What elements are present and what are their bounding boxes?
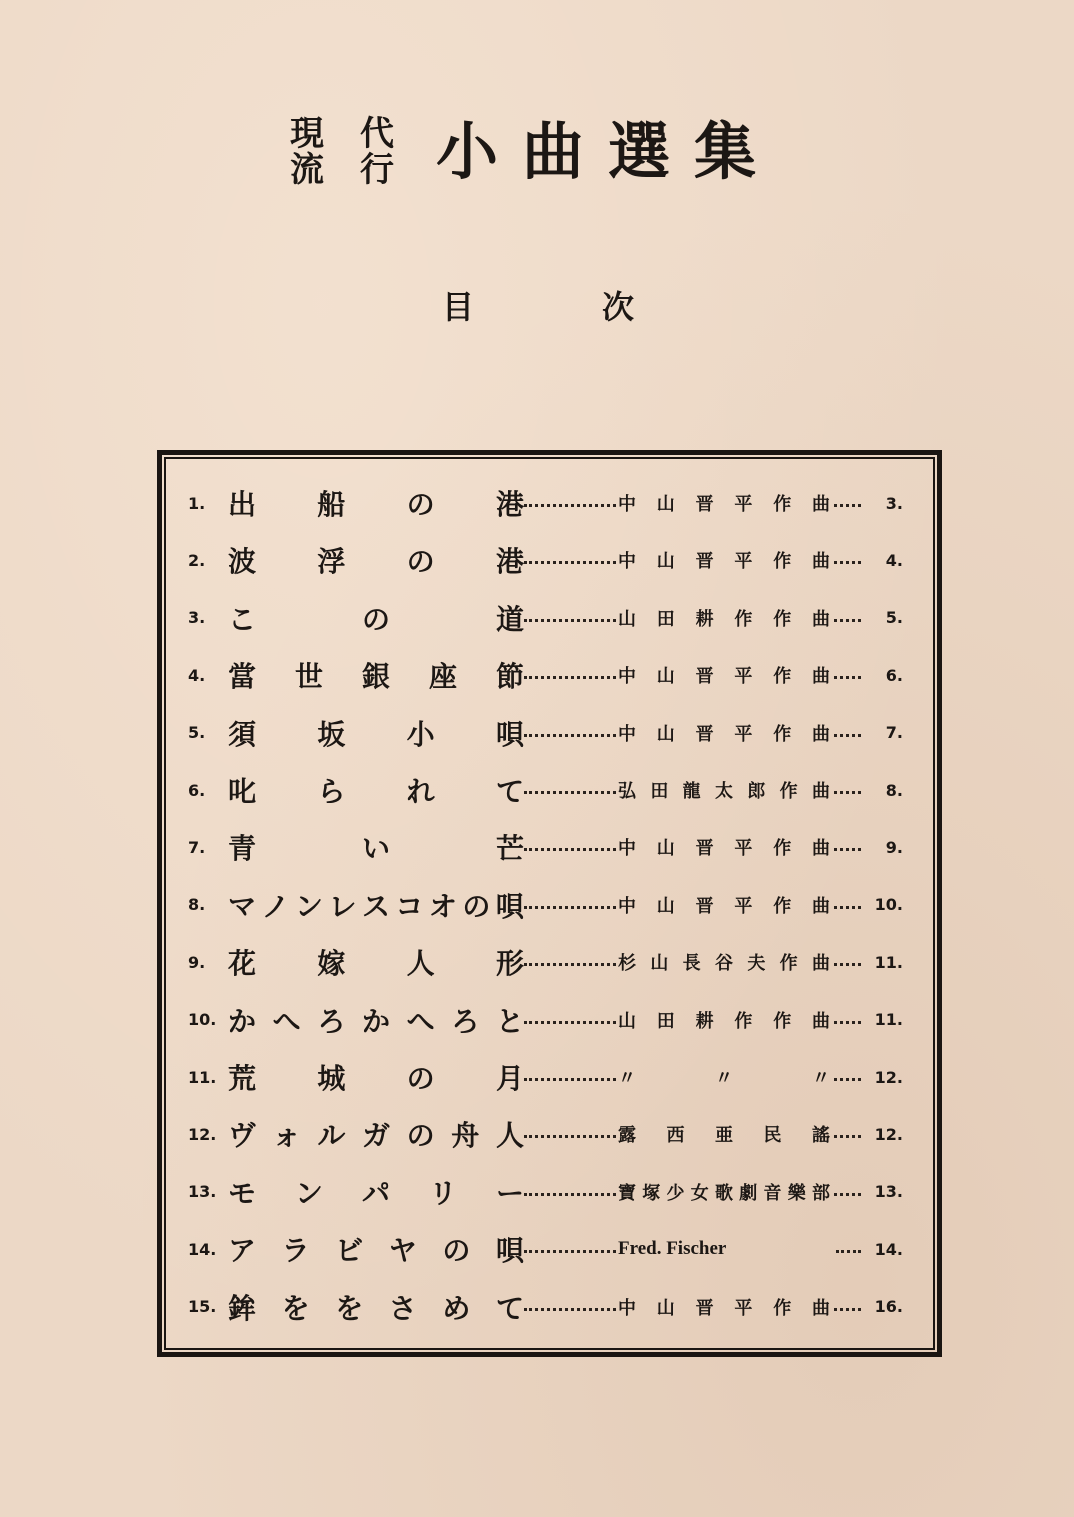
leader-dots <box>524 561 616 564</box>
toc-entry <box>166 540 933 580</box>
leader-dots <box>834 1135 861 1138</box>
entry-composer: 中 山 晋 平 作 曲 <box>618 723 830 745</box>
entry-title: 須 坂 小 唄 <box>228 717 524 751</box>
entry-composer: 中 山 晋 平 作 曲 <box>618 895 830 917</box>
entry-title: か へ ろ か へ ろ と <box>228 1004 524 1038</box>
entry-page-number: 12. <box>874 1067 903 1087</box>
entry-page-number: 5. <box>885 608 903 628</box>
entry-number: 4. <box>188 665 206 685</box>
toc-entry <box>166 1114 933 1154</box>
toc-heading: 目次 <box>442 288 763 326</box>
entry-page-number: 9. <box>885 837 903 857</box>
leader-dots <box>834 963 861 966</box>
toc-frame-inner <box>164 457 935 1350</box>
entry-number: 1. <box>188 493 206 513</box>
entry-composer: 中 山 晋 平 作 曲 <box>618 838 830 860</box>
entry-title: 叱 ら れ て <box>228 775 524 808</box>
toc-entry <box>166 1000 933 1040</box>
title-prefix-char: 行 <box>360 150 394 190</box>
toc-entry <box>166 942 933 982</box>
leader-dots <box>834 791 861 794</box>
entry-page-number: 3. <box>885 493 903 513</box>
entry-title: 出 船 の 港 <box>228 488 524 521</box>
entry-title: ア ラ ビ ヤ の 唄 <box>228 1234 524 1268</box>
title-prefix-bottom <box>290 152 394 188</box>
entry-composer: 寶 塚 少 女 歌 劇 音 樂 部 <box>618 1182 830 1204</box>
leader-dots <box>524 791 616 794</box>
entry-page-number: 12. <box>874 1124 903 1144</box>
entry-title: 花 嫁 人 形 <box>228 947 524 981</box>
entry-title: 青 い 芒 <box>228 832 524 866</box>
entry-page-number: 16. <box>874 1297 903 1317</box>
title-prefix-char: 代 <box>360 114 394 154</box>
toc-entry <box>166 1057 933 1097</box>
leader-dots <box>524 906 616 909</box>
leader-dots <box>834 676 861 679</box>
entry-title: こ の 道 <box>228 602 524 636</box>
toc-entry <box>166 1287 933 1327</box>
toc-entry <box>166 770 933 810</box>
toc-entry <box>166 1172 933 1212</box>
toc-entry <box>166 885 933 925</box>
entry-page-number: 13. <box>874 1182 903 1202</box>
leader-dots <box>834 1308 861 1311</box>
entry-composer: 弘 田 龍 太 郎 作 曲 <box>618 781 830 802</box>
entry-number: 15. <box>188 1297 217 1317</box>
entry-page-number: 8. <box>885 780 903 800</box>
main-title: 小曲選集 <box>436 115 781 188</box>
leader-dots <box>524 619 616 622</box>
leader-dots <box>836 1250 861 1253</box>
leader-dots <box>834 561 861 564</box>
entry-composer: 山 田 耕 作 作 曲 <box>618 608 830 630</box>
entry-number: 9. <box>188 952 206 972</box>
leader-dots <box>524 1308 616 1311</box>
leader-dots <box>834 619 861 622</box>
toc-entry <box>166 598 933 638</box>
leader-dots <box>524 1078 616 1081</box>
entry-page-number: 10. <box>874 895 903 915</box>
leader-dots <box>524 1021 616 1024</box>
leader-dots <box>524 1193 616 1196</box>
leader-dots <box>834 1193 861 1196</box>
entry-page-number: 14. <box>874 1239 903 1259</box>
leader-dots <box>524 1135 616 1138</box>
leader-dots <box>524 504 616 507</box>
entry-number: 11. <box>188 1067 217 1087</box>
entry-title: 荒 城 の 月 <box>228 1062 524 1095</box>
leader-dots <box>524 676 616 679</box>
leader-dots <box>834 1078 861 1081</box>
entry-page-number: 6. <box>885 665 903 685</box>
entry-title: マ ノ ン レ ス コ オ の 唄 <box>228 889 524 923</box>
toc-entry <box>166 713 933 753</box>
entry-number: 10. <box>188 1010 217 1030</box>
leader-dots <box>524 734 616 737</box>
toc-entry <box>166 827 933 867</box>
title-prefix-top <box>290 116 394 152</box>
entry-page-number: 11. <box>874 1010 903 1030</box>
title-block <box>290 112 780 192</box>
leader-dots <box>524 963 616 966</box>
entry-number: 14. <box>188 1239 217 1259</box>
entry-page-number: 4. <box>885 550 903 570</box>
entry-title: 鉾 を を さ め て <box>228 1291 524 1325</box>
entry-page-number: 11. <box>874 952 903 972</box>
toc-entry <box>166 483 933 523</box>
entry-composer: 中 山 晋 平 作 曲 <box>618 494 830 515</box>
entry-number: 13. <box>188 1182 217 1202</box>
entry-composer: 中 山 晋 平 作 曲 <box>618 551 830 573</box>
entry-number: 8. <box>188 895 206 915</box>
title-prefix <box>290 116 394 188</box>
entry-composer: 中 山 晋 平 作 曲 <box>618 1297 830 1319</box>
entry-number: 5. <box>188 723 206 743</box>
entry-title: 當 世 銀 座 節 <box>228 660 524 694</box>
entry-number: 2. <box>188 550 206 570</box>
entry-title: 波 浮 の 港 <box>228 545 524 579</box>
title-prefix-char: 現 <box>290 114 324 154</box>
entry-composer: Fred. Fischer <box>618 1238 727 1260</box>
entry-page-number: 7. <box>885 723 903 743</box>
leader-dots <box>524 1250 616 1253</box>
leader-dots <box>834 734 861 737</box>
entry-number: 3. <box>188 608 206 628</box>
entry-composer: 山 田 耕 作 作 曲 <box>618 1010 830 1032</box>
leader-dots <box>834 848 861 851</box>
entry-title: ヴ ォ ル ガ の 舟 人 <box>228 1119 524 1153</box>
leader-dots <box>524 848 616 851</box>
leader-dots <box>834 906 861 909</box>
entry-composer: 〃 〃 〃 <box>618 1068 830 1089</box>
entry-composer: 中 山 晋 平 作 曲 <box>618 666 830 688</box>
entry-number: 12. <box>188 1124 217 1144</box>
entry-number: 7. <box>188 837 206 857</box>
entry-composer: 杉 山 長 谷 夫 作 曲 <box>618 953 830 975</box>
entry-title: モ ン パ リ ー <box>228 1176 524 1210</box>
entry-composer: 露 西 亜 民 謠 <box>618 1125 830 1147</box>
toc-entry <box>166 655 933 695</box>
title-prefix-char: 流 <box>290 150 324 190</box>
leader-dots <box>834 1021 861 1024</box>
toc-frame <box>157 450 942 1357</box>
leader-dots <box>834 504 861 507</box>
toc-entry <box>166 1229 933 1269</box>
entry-number: 6. <box>188 780 206 800</box>
